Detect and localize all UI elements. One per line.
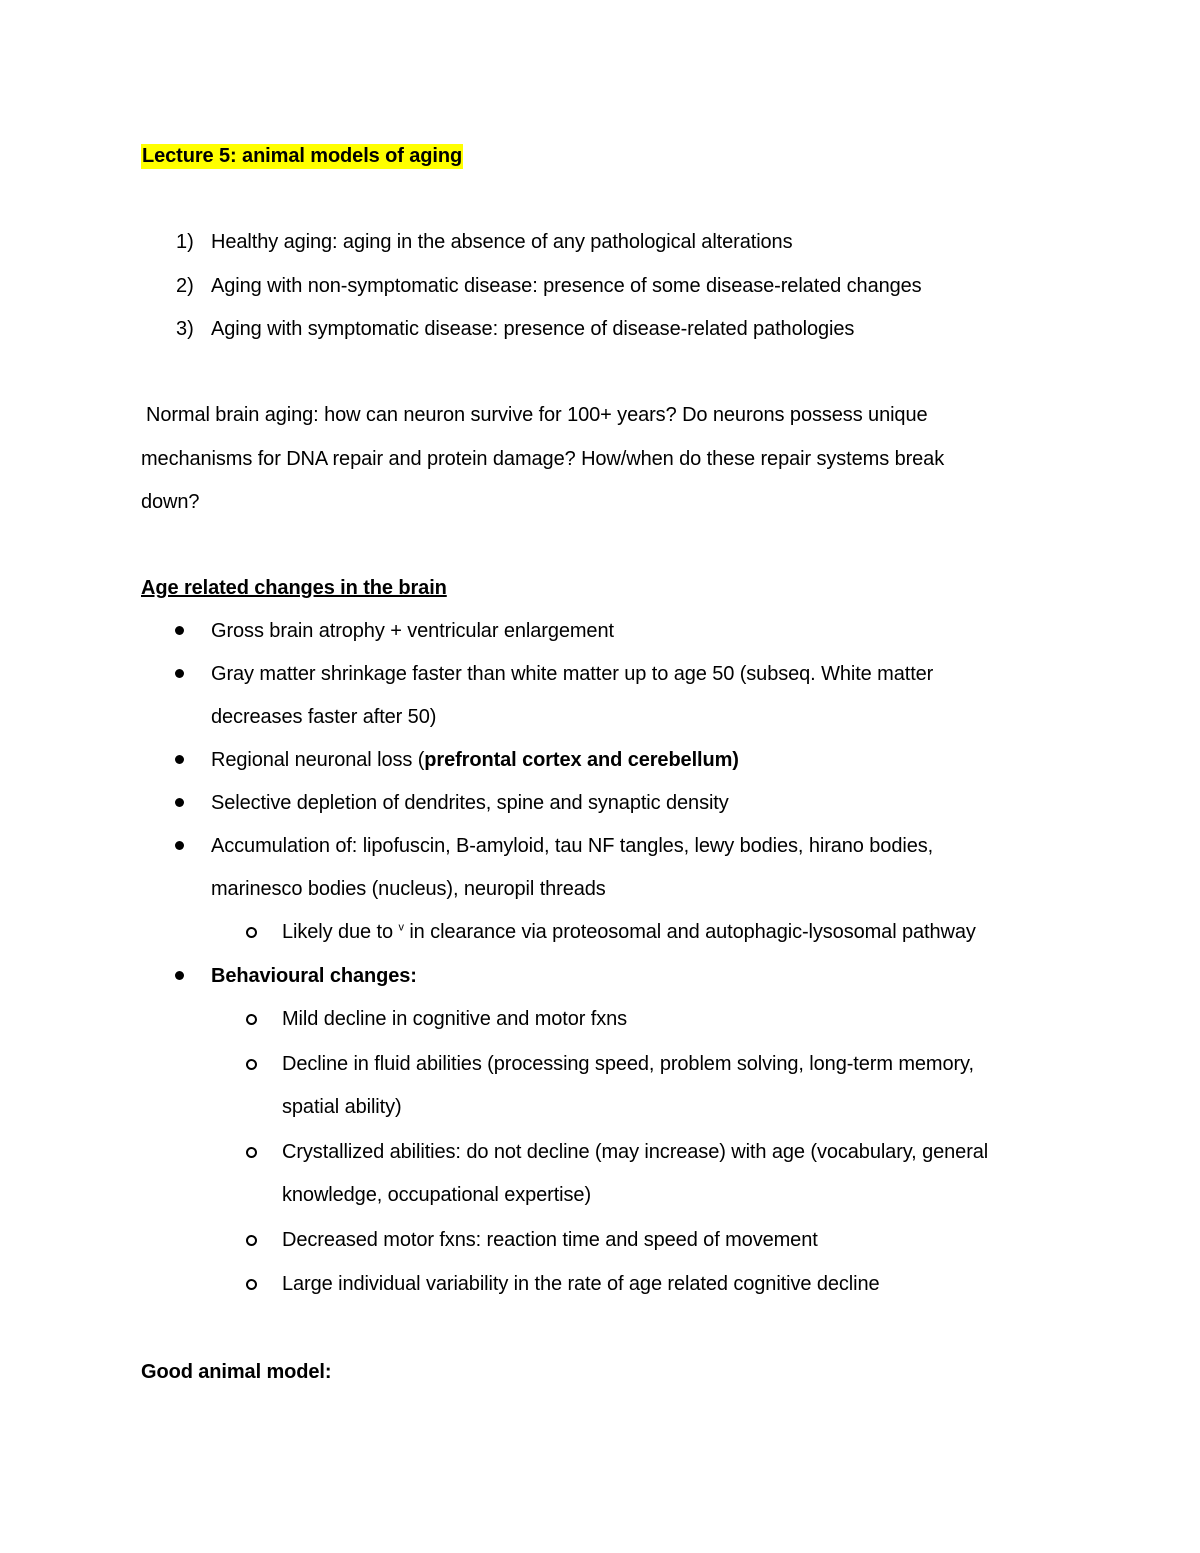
page-title [141,143,463,169]
behaviour-item-4: Decreased motor fxns: reaction time and speed of movement [282,1229,818,1251]
hollow-bullet-icon [246,927,257,938]
bullet-item-2-line-1: Gray matter shrinkage faster than white matter up to age 50 (subseq. White matter [211,663,934,685]
bullet-item-3 [211,747,739,773]
title-highlight: Lecture 5: animal models of aging [142,145,463,167]
numbered-item-3: Aging with symptomatic disease: presence of disease-related pathologies [211,318,855,340]
bullet-dot-icon [175,755,184,764]
bullet-item-3-bold: prefrontal cortex and cerebellum) [424,749,739,771]
list-marker-3: 3) [176,318,194,340]
down-arrow-symbol: v [398,921,404,934]
closing-heading: Good animal model: [141,1361,332,1383]
list-marker-1: 1) [176,231,194,253]
section-heading: Age related changes in the brain [141,577,447,599]
hollow-bullet-icon [246,1059,257,1070]
bullet-item-5-line-2: marinesco bodies (nucleus), neuropil threads [211,878,606,900]
hollow-bullet-icon [246,1147,257,1158]
hollow-bullet-icon [246,1235,257,1246]
numbered-item-2: Aging with non-symptomatic disease: presence of some disease-related changes [211,275,922,297]
paragraph-line-1: Normal brain aging: how can neuron survive for 100+ years? Do neurons possess unique [146,404,928,426]
bullet-item-1: Gross brain atrophy + ventricular enlargement [211,620,614,642]
behaviour-item-3-line-1: Crystallized abilities: do not decline (may increase) with age (vocabulary, general [282,1141,989,1163]
paragraph-line-3: down? [141,491,200,513]
bullet-item-5-line-1: Accumulation of: lipofuscin, B-amyloid, tau NF tangles, lewy bodies, hirano bodies, [211,835,934,857]
bullet-item-3-prefix: Regional neuronal loss ( [211,749,425,771]
behaviour-item-5: Large individual variability in the rate of age related cognitive decline [282,1273,880,1295]
list-marker-2: 2) [176,275,194,297]
bullet-item-6: Behavioural changes: [211,965,417,987]
bullet-dot-icon [175,669,184,678]
sub-item-clearance-before: Likely due to [282,921,393,943]
bullet-dot-icon [175,626,184,635]
bullet-dot-icon [175,841,184,850]
numbered-item-1: Healthy aging: aging in the absence of any pathological alterations [211,231,793,253]
behaviour-item-2-line-1: Decline in fluid abilities (processing speed, problem solving, long-term memory, [282,1053,974,1075]
bullet-item-4: Selective depletion of dendrites, spine and synaptic density [211,792,729,814]
bullet-item-2-line-2: decreases faster after 50) [211,706,437,728]
paragraph-line-2: mechanisms for DNA repair and protein damage? How/when do these repair systems break [141,448,945,470]
behaviour-item-3-line-2: knowledge, occupational expertise) [282,1184,592,1206]
hollow-bullet-icon [246,1279,257,1290]
behaviour-item-1: Mild decline in cognitive and motor fxns [282,1008,628,1030]
bullet-dot-icon [175,971,184,980]
sub-item-clearance [282,919,976,945]
sub-item-clearance-after: in clearance via proteosomal and autophagic-lysosomal pathway [409,921,976,943]
bullet-dot-icon [175,798,184,807]
hollow-bullet-icon [246,1014,257,1025]
behaviour-item-2-line-2: spatial ability) [282,1096,402,1118]
